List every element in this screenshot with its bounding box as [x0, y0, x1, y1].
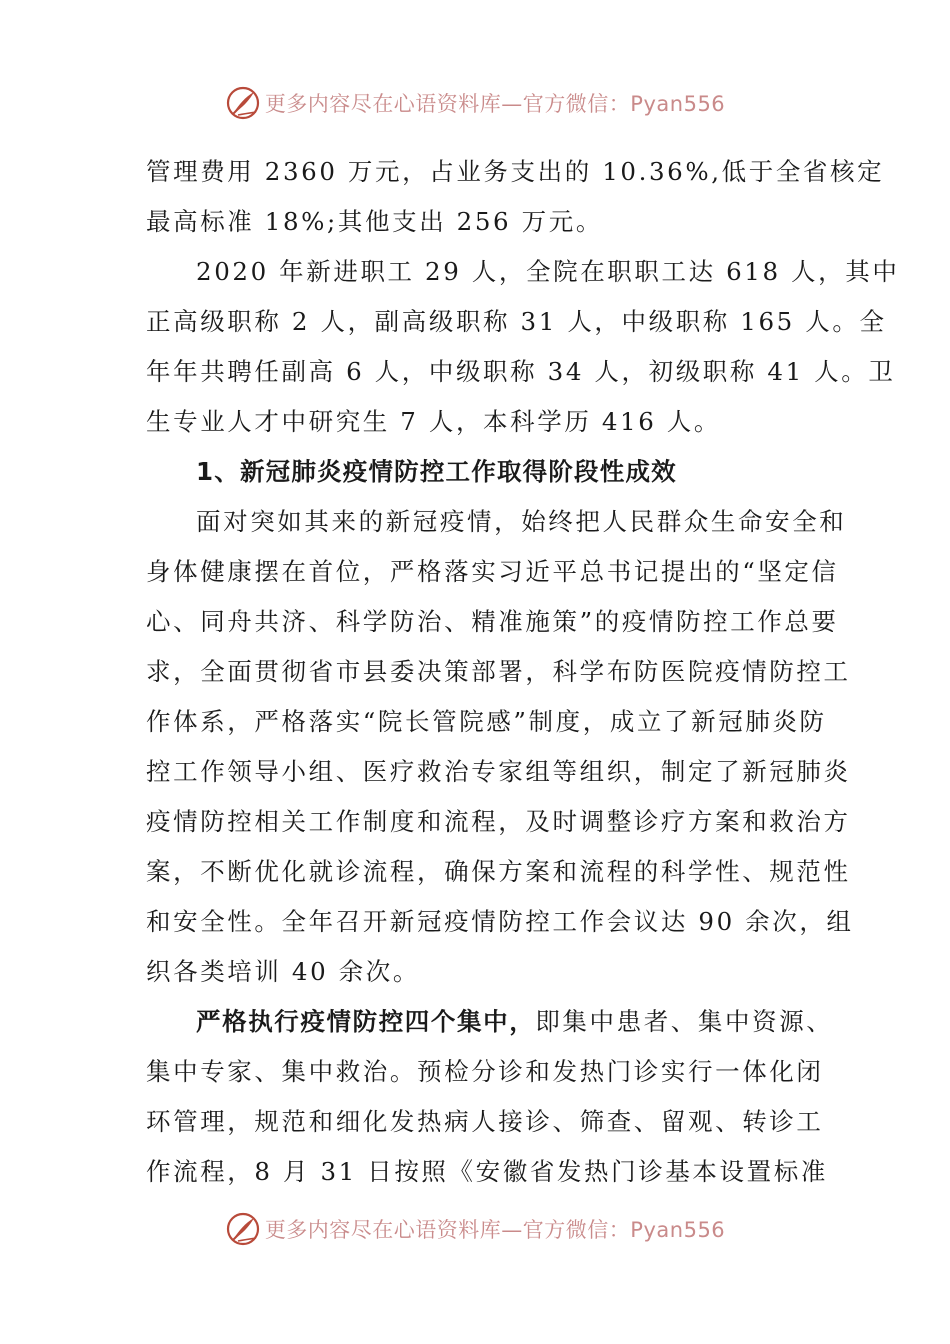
- paragraph-line: 最高标准 18%;其他支出 256 万元。: [146, 207, 603, 236]
- paragraph-line: 作体系，严格落实“院长管院感”制度，成立了新冠肺炎防: [146, 707, 827, 736]
- paragraph-line: 正高级职称 2 人，副高级职称 31 人，中级职称 165 人。全: [146, 307, 887, 336]
- paragraph-line: 年年共聘任副高 6 人，中级职称 34 人，初级职称 41 人。卫: [146, 357, 896, 386]
- quill-logo-icon: [225, 1211, 261, 1247]
- paragraph-line: [146, 997, 834, 1047]
- watermark-header: [0, 83, 950, 123]
- paragraph-line: 环管理，规范和细化发热病人接诊、筛查、留观、转诊工: [146, 1107, 824, 1136]
- paragraph-line: 作流程，8 月 31 日按照《安徽省发热门诊基本设置标准: [146, 1157, 828, 1186]
- paragraph-line: 疫情防控相关工作制度和流程，及时调整诊疗方案和救治方: [146, 807, 851, 836]
- paragraph-line: 身体健康摆在首位，严格落实习近平总书记提出的“坚定信: [146, 557, 839, 586]
- document-body: [146, 147, 900, 1197]
- paragraph-line: 求，全面贯彻省市县委决策部署，科学布防医院疫情防控工: [146, 657, 851, 686]
- watermark-text: 更多内容尽在心语资料库—官方微信：Pyan556: [264, 1218, 726, 1242]
- bold-lead-text: 严格执行疫情防控四个集中，: [196, 1007, 536, 1036]
- paragraph-line: 管理费用 2360 万元，占业务支出的 10.36%,低于全省核定: [146, 157, 885, 186]
- paragraph-line: 生专业人才中研究生 7 人，本科学历 416 人。: [146, 407, 721, 436]
- paragraph-line: 2020 年新进职工 29 人，全院在职职工达 618 人，其中: [196, 257, 900, 286]
- section-heading: 1、新冠肺炎疫情防控工作取得阶段性成效: [196, 457, 677, 486]
- paragraph-line-rest: 即集中患者、集中资源、: [535, 1007, 834, 1036]
- paragraph-line: 织各类培训 40 余次。: [146, 957, 420, 986]
- watermark-text: 更多内容尽在心语资料库—官方微信：Pyan556: [264, 92, 726, 116]
- watermark-footer: [0, 1209, 950, 1249]
- paragraph-line: 和安全性。全年召开新冠疫情防控工作会议达 90 余次，组: [146, 907, 854, 936]
- paragraph-line: 案，不断优化就诊流程，确保方案和流程的科学性、规范性: [146, 857, 851, 886]
- paragraph-line: 心、同舟共济、科学防治、精准施策”的疫情防控工作总要: [146, 607, 839, 636]
- paragraph-line: 面对突如其来的新冠疫情，始终把人民群众生命安全和: [196, 507, 847, 536]
- quill-logo-icon: [225, 85, 261, 121]
- paragraph-line: 控工作领导小组、医疗救治专家组等组织，制定了新冠肺炎: [146, 757, 851, 786]
- paragraph-line: 集中专家、集中救治。预检分诊和发热门诊实行一体化闭: [146, 1057, 824, 1086]
